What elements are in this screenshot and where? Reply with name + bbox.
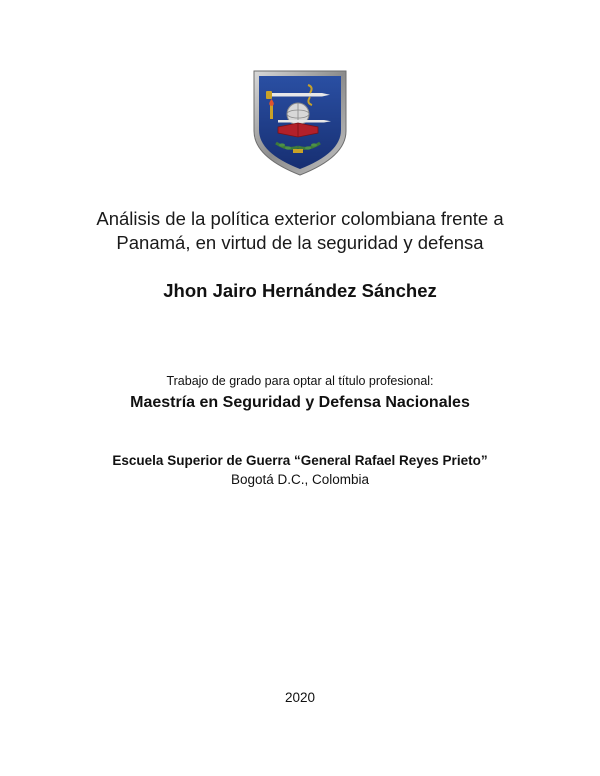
author-name: Jhon Jairo Hernández Sánchez [163,280,437,301]
institution-name: Escuela Superior de Guerra “General Rafael Reyes Prieto” [112,453,488,468]
institution-location: Bogotá D.C., Colombia [230,472,370,487]
thesis-title-line-2: Panamá, en virtud de la seguridad y defensa [116,232,484,253]
year: 2020 [284,690,316,705]
degree-title: Maestría en Seguridad y Defensa Nacionales [130,394,470,411]
degree-intro: Trabajo de grado para optar al título profesional: [166,374,434,388]
military-school-crest-icon [252,69,348,177]
thesis-title-line-1: Análisis de la política exterior colombiana frente a [96,208,504,229]
